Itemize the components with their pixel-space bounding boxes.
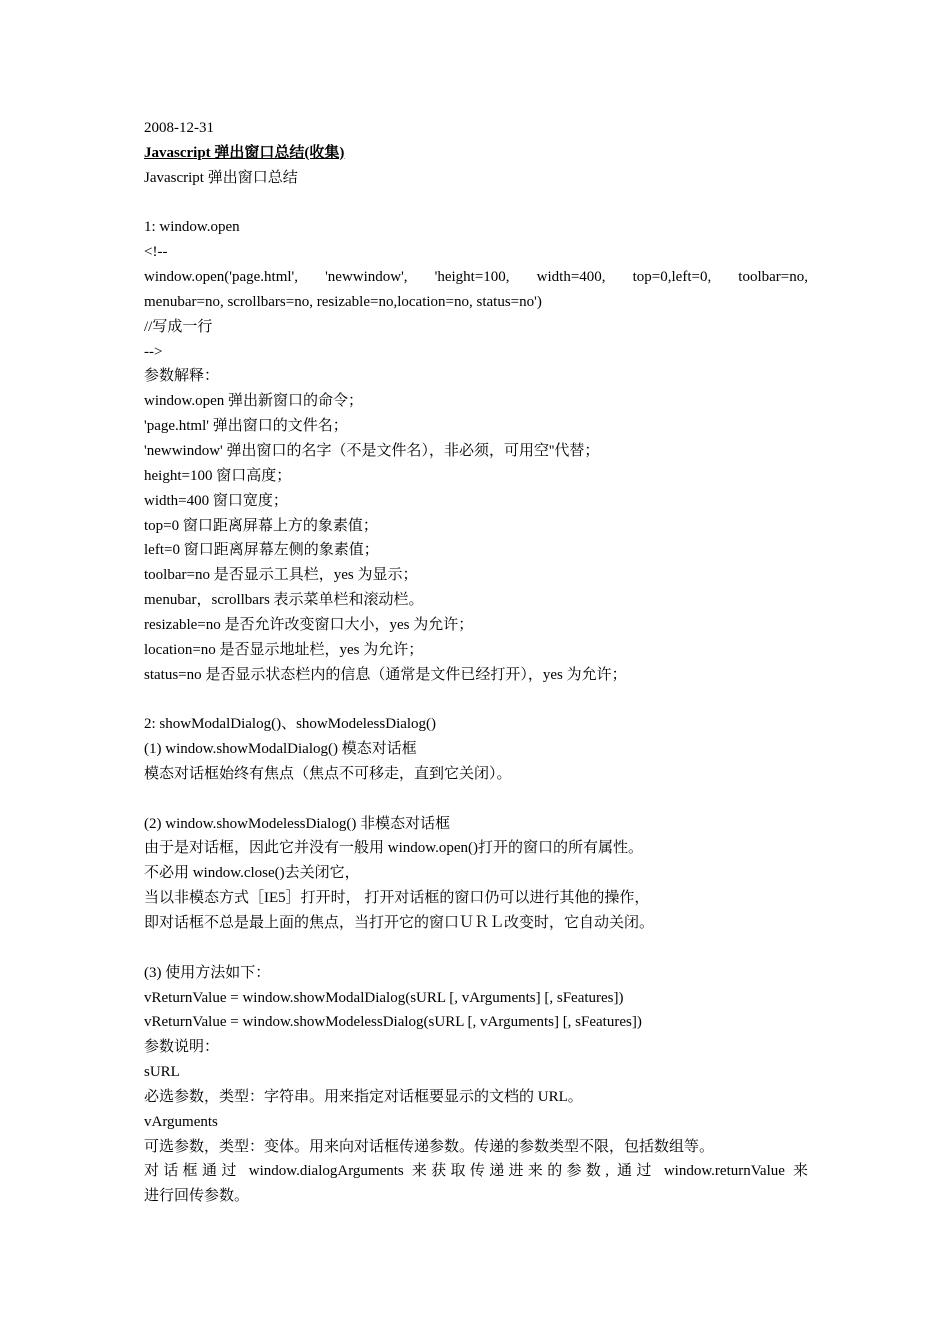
usage-line: vReturnValue = window.showModelessDialog(sURL [, vArguments] [, sFeatures]) [144,1014,642,1031]
article-title-link[interactable]: Javascript 弹出窗口总结(收集) [144,144,345,161]
surl-name: sURL [144,1064,180,1081]
varguments-description-2: 对话框通过 window.dialogArguments 来获取传递进来的参数, 通过 window.returnValue 来 [144,1163,808,1180]
modeless-line: 当以非模态方式［IE5］打开时， 打开对话框的窗口仍可以进行其他的操作， [144,890,650,907]
param-item: top=0 窗口距离屏幕上方的象素值； [144,517,378,534]
section-1-heading: 1: window.open [144,219,240,236]
blank-line [144,191,808,216]
param-item: status=no 是否显示状态栏内的信息（通常是文件已经打开），yes 为允许； [144,666,627,683]
article-subtitle: Javascript 弹出窗口总结 [144,169,298,186]
param-item: 'newwindow' 弹出窗口的名字（不是文件名），非必须，可用空''代替； [144,442,600,459]
code-line-1: window.open('page.html', 'newwindow', 'height=100, width=400, top=0,left=0, toolbar=no, [144,269,808,286]
modeless-line: 即对话框不总是最上面的焦点，当打开它的窗口ＵＲＬ改变时，它自动关闭。 [144,915,655,931]
param-description-heading: 参数说明： [144,1039,220,1056]
surl-description: 必选参数，类型：字符串。用来指定对话框要显示的文档的 URL。 [144,1088,583,1105]
comment-close: --> [144,343,163,360]
modal-heading: (1) window.showModalDialog() 模态对话框 [144,741,417,758]
param-item: menubar，scrollbars 表示菜单栏和滚动栏。 [144,592,424,609]
comment-open: <!-- [144,244,168,261]
modal-description: 模态对话框始终有焦点（焦点不可移走，直到它关闭）。 [144,765,512,782]
title-line [144,141,808,166]
document-body [144,116,808,1209]
varguments-description: 可选参数，类型：变体。用来向对话框传递参数。传递的参数类型不限，包括数组等。 [144,1138,715,1155]
modeless-line: 不必用 window.close()去关闭它， [144,865,360,882]
code-line-2: menubar=no, scrollbars=no, resizable=no,location=no, status=no') [144,293,542,310]
param-item: location=no 是否显示地址栏，yes 为允许； [144,641,424,658]
usage-line: vReturnValue = window.showModalDialog(sURL [, vArguments] [, sFeatures]) [144,989,624,1006]
param-item: left=0 窗口距离屏幕左侧的象素值； [144,542,379,559]
params-heading: 参数解释： [144,368,220,385]
section-2-heading: 2: showModalDialog()、showModelessDialog() [144,716,437,733]
param-item: toolbar=no 是否显示工具栏，yes 为显示； [144,567,418,584]
blank-line [144,936,808,961]
code-note: //写成一行 [144,318,213,335]
param-item: 'page.html' 弹出窗口的文件名； [144,418,348,435]
blank-line [144,787,808,812]
usage-heading: (3) 使用方法如下： [144,964,271,981]
post-date: 2008-12-31 [144,120,214,136]
varguments-description-3: 进行回传参数。 [144,1188,250,1205]
param-item: height=100 窗口高度； [144,467,292,484]
modeless-line: 由于是对话框，因此它并没有一般用 window.open()打开的窗口的所有属性。 [144,840,644,857]
param-item: window.open 弹出新窗口的命令； [144,393,364,410]
blank-line [144,687,808,712]
varguments-name: vArguments [144,1113,218,1130]
param-item: resizable=no 是否允许改变窗口大小，yes 为允许； [144,616,474,633]
param-item: width=400 窗口宽度； [144,492,288,509]
modeless-heading: (2) window.showModelessDialog() 非模态对话框 [144,815,451,832]
